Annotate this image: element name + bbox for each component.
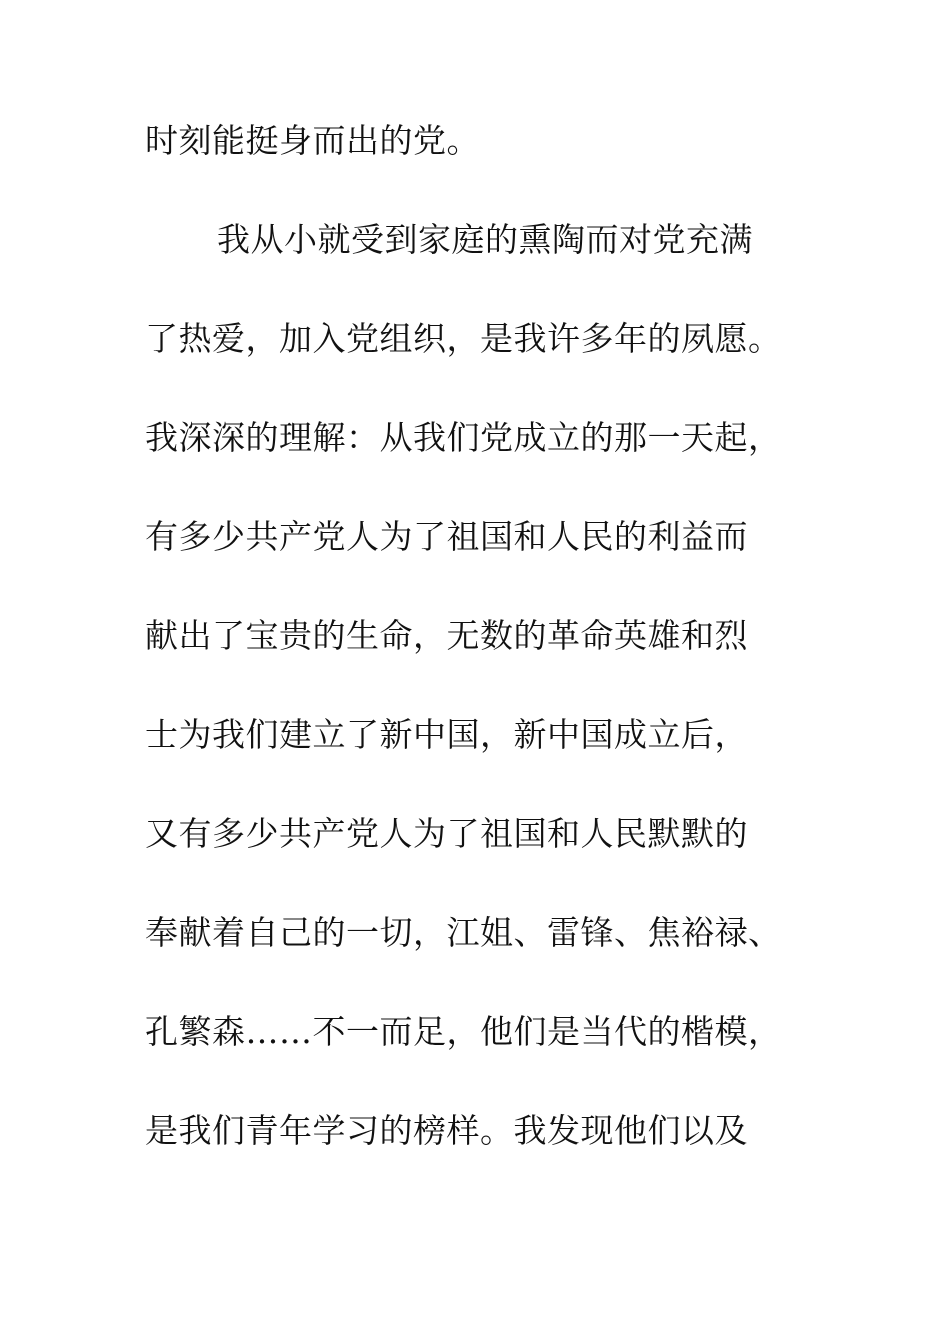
text-line-11: 是我们青年学习的榜样。我发现他们以及 bbox=[145, 1111, 748, 1150]
text-line-7: 士为我们建立了新中国，新中国成立后， bbox=[145, 715, 748, 754]
text-line-4: 我深深的理解：从我们党成立的那一天起， bbox=[145, 418, 782, 457]
text-line-5: 有多少共产党人为了祖国和人民的利益而 bbox=[145, 517, 748, 556]
text-line-9: 奉献着自己的一切，江姐、雷锋、焦裕禄、 bbox=[145, 913, 782, 952]
text-line-3: 了热爱，加入党组织，是我许多年的夙愿。 bbox=[145, 319, 782, 358]
text-line-8: 又有多少共产党人为了祖国和人民默默的 bbox=[145, 814, 748, 853]
body-text bbox=[145, 121, 845, 1213]
text-line-10: 孔繁森……不一而足，他们是当代的楷模， bbox=[145, 1012, 782, 1051]
text-line-2: 我从小就受到家庭的熏陶而对党充满 bbox=[217, 220, 753, 259]
text-line-6: 献出了宝贵的生命，无数的革命英雄和烈 bbox=[145, 616, 748, 655]
text-line-1: 时刻能挺身而出的党。 bbox=[145, 121, 480, 160]
